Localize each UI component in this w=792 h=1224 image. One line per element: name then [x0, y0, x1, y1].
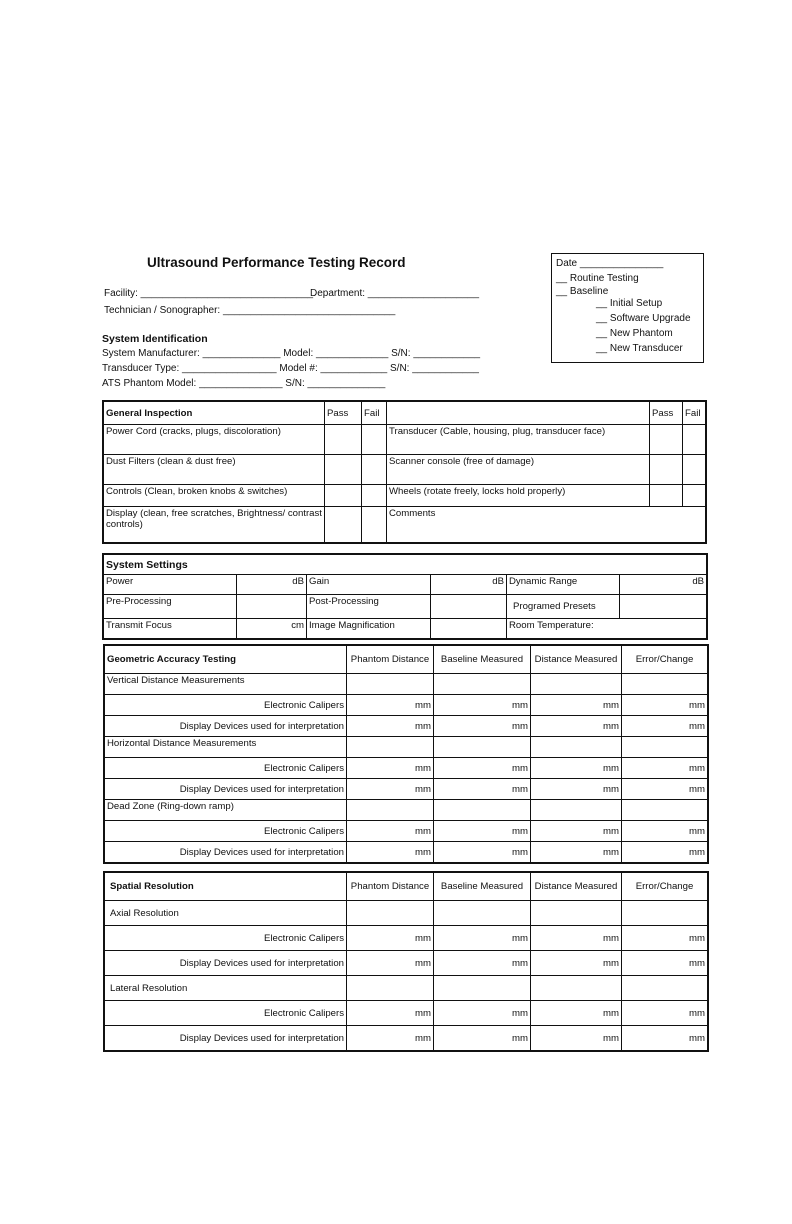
post-processing-label: Post-Processing [307, 595, 431, 619]
fail-cell[interactable] [362, 455, 387, 485]
inspection-item: Wheels (rotate freely, locks hold properly) [387, 485, 650, 507]
pre-processing-value[interactable] [237, 595, 307, 619]
inspection-item: Transducer (Cable, housing, plug, transducer face) [387, 425, 650, 455]
table-row [105, 779, 708, 800]
table-row [105, 873, 708, 901]
inspection-item: Display (clean, free scratches, Brightness/ contrast controls) [104, 507, 325, 543]
display-devices-label: Display Devices used for interpretation [105, 842, 347, 863]
baseline-measured-header: Baseline Measured [434, 646, 531, 674]
dynamic-range-value[interactable]: dB [620, 575, 707, 595]
value-cell[interactable]: mm [531, 758, 622, 779]
system-settings-table [103, 554, 707, 639]
fail-cell[interactable] [683, 425, 706, 455]
value-cell[interactable]: mm [622, 821, 708, 842]
value-cell[interactable]: mm [434, 695, 531, 716]
comments-field[interactable]: Comments [387, 507, 706, 543]
power-value[interactable]: dB [237, 575, 307, 595]
value-cell[interactable]: mm [531, 1026, 622, 1051]
table-row [105, 716, 708, 737]
value-cell[interactable]: mm [531, 926, 622, 951]
dynamic-range-label: Dynamic Range [507, 575, 620, 595]
phantom-distance-header: Phantom Distance [347, 646, 434, 674]
inspection-item: Power Cord (cracks, plugs, discoloration) [104, 425, 325, 455]
table-row [105, 758, 708, 779]
value-cell[interactable]: mm [347, 758, 434, 779]
system-id-line-3[interactable]: ATS Phantom Model: _______________ S/N: ______________ [102, 378, 386, 389]
calipers-label: Electronic Calipers [105, 695, 347, 716]
value-cell[interactable]: mm [622, 1001, 708, 1026]
transmit-focus-label: Transmit Focus [104, 619, 237, 639]
presets-label: Programed Presets [507, 595, 620, 619]
table-row [104, 425, 706, 455]
value-cell[interactable]: mm [434, 779, 531, 800]
table-row [105, 737, 708, 758]
system-id-line-2[interactable]: Transducer Type: _________________ Model #: ____________ S/N: ____________ [102, 363, 479, 374]
date-field[interactable]: Date _______________ [556, 258, 664, 269]
table-row [105, 821, 708, 842]
inspection-item: Controls (Clean, broken knobs & switches) [104, 485, 325, 507]
transmit-focus-value[interactable]: cm [237, 619, 307, 639]
value-cell[interactable]: mm [531, 821, 622, 842]
pass-cell[interactable] [325, 455, 362, 485]
display-devices-label: Display Devices used for interpretation [105, 716, 347, 737]
vertical-distance-label: Vertical Distance Measurements [105, 674, 347, 695]
value-cell[interactable]: mm [531, 716, 622, 737]
value-cell[interactable]: mm [622, 716, 708, 737]
pass-cell[interactable] [650, 485, 683, 507]
pass-header: Pass [650, 402, 683, 425]
value-cell[interactable]: mm [622, 842, 708, 863]
value-cell[interactable]: mm [622, 779, 708, 800]
table-row [105, 951, 708, 976]
baseline-measured-header: Baseline Measured [434, 873, 531, 901]
value-cell[interactable]: mm [347, 926, 434, 951]
value-cell[interactable]: mm [434, 926, 531, 951]
fail-header: Fail [362, 402, 387, 425]
calipers-label: Electronic Calipers [105, 758, 347, 779]
room-temperature-field[interactable]: Room Temperature: [507, 619, 707, 639]
value-cell[interactable]: mm [434, 758, 531, 779]
image-magnification-value[interactable] [431, 619, 507, 639]
value-cell[interactable]: mm [434, 716, 531, 737]
value-cell[interactable]: mm [347, 821, 434, 842]
pass-cell[interactable] [325, 485, 362, 507]
distance-measured-header: Distance Measured [531, 873, 622, 901]
table-row [104, 619, 707, 639]
display-devices-label: Display Devices used for interpretation [105, 1026, 347, 1051]
system-identification-heading: System Identification [102, 333, 208, 345]
phantom-distance-header: Phantom Distance [347, 873, 434, 901]
software-upgrade-option[interactable]: __ Software Upgrade [596, 313, 691, 324]
table-row [104, 402, 706, 425]
fail-cell[interactable] [362, 507, 387, 543]
table-row [105, 976, 708, 1001]
pass-cell[interactable] [650, 425, 683, 455]
gain-label: Gain [307, 575, 431, 595]
geometric-accuracy-table [104, 645, 708, 863]
new-phantom-option[interactable]: __ New Phantom [596, 328, 673, 339]
table-row [104, 507, 706, 543]
general-inspection-heading: General Inspection [104, 402, 325, 425]
new-transducer-option[interactable]: __ New Transducer [596, 343, 683, 354]
general-inspection-table [103, 401, 706, 543]
value-cell[interactable]: mm [622, 951, 708, 976]
pass-cell[interactable] [325, 425, 362, 455]
value-cell[interactable]: mm [347, 1001, 434, 1026]
fail-cell[interactable] [683, 455, 706, 485]
table-row [104, 455, 706, 485]
initial-setup-option[interactable]: __ Initial Setup [596, 298, 663, 309]
image-magnification-label: Image Magnification [307, 619, 431, 639]
inspection-item: Scanner console (free of damage) [387, 455, 650, 485]
dead-zone-label: Dead Zone (Ring-down ramp) [105, 800, 347, 821]
table-row [104, 595, 707, 619]
lateral-resolution-label: Lateral Resolution [105, 976, 347, 1001]
value-cell[interactable]: mm [622, 758, 708, 779]
value-cell[interactable]: mm [622, 926, 708, 951]
calipers-label: Electronic Calipers [105, 926, 347, 951]
system-settings-heading: System Settings [104, 555, 707, 575]
value-cell[interactable]: mm [622, 1026, 708, 1051]
distance-measured-header: Distance Measured [531, 646, 622, 674]
page-title: Ultrasound Performance Testing Record [147, 255, 406, 270]
table-row [105, 674, 708, 695]
table-row [105, 926, 708, 951]
table-row [104, 555, 707, 575]
table-row [105, 695, 708, 716]
value-cell[interactable]: mm [347, 695, 434, 716]
table-row [104, 575, 707, 595]
baseline-option[interactable]: __ Baseline [556, 286, 609, 297]
fail-cell[interactable] [362, 425, 387, 455]
display-devices-label: Display Devices used for interpretation [105, 779, 347, 800]
table-row [105, 1001, 708, 1026]
value-cell[interactable]: mm [347, 779, 434, 800]
technician-field[interactable]: Technician / Sonographer: _______________________________ [104, 305, 396, 316]
spatial-resolution-table [104, 872, 708, 1051]
fail-cell[interactable] [683, 485, 706, 507]
value-cell[interactable]: mm [347, 716, 434, 737]
value-cell[interactable]: mm [434, 842, 531, 863]
display-devices-label: Display Devices used for interpretation [105, 951, 347, 976]
table-row [104, 485, 706, 507]
value-cell[interactable]: mm [347, 842, 434, 863]
value-cell[interactable]: mm [622, 695, 708, 716]
pass-header: Pass [325, 402, 362, 425]
value-cell[interactable]: mm [531, 779, 622, 800]
pre-processing-label: Pre-Processing [104, 595, 237, 619]
power-label: Power [104, 575, 237, 595]
pass-cell[interactable] [650, 455, 683, 485]
value-cell[interactable]: mm [434, 821, 531, 842]
value-cell[interactable]: mm [347, 951, 434, 976]
spatial-resolution-heading: Spatial Resolution [105, 873, 347, 901]
routine-testing-option[interactable]: __ Routine Testing [556, 273, 639, 284]
fail-header: Fail [683, 402, 706, 425]
value-cell[interactable]: mm [531, 951, 622, 976]
value-cell[interactable]: mm [347, 1026, 434, 1051]
calipers-label: Electronic Calipers [105, 821, 347, 842]
fail-cell[interactable] [362, 485, 387, 507]
value-cell[interactable]: mm [531, 695, 622, 716]
error-change-header: Error/Change [622, 873, 708, 901]
value-cell[interactable]: mm [434, 1026, 531, 1051]
value-cell[interactable]: mm [434, 1001, 531, 1026]
department-field[interactable]: Department: ____________________ [310, 288, 480, 299]
facility-field[interactable]: Facility: _______________________________ [104, 288, 314, 299]
axial-resolution-label: Axial Resolution [105, 901, 347, 926]
inspection-item: Dust Filters (clean & dust free) [104, 455, 325, 485]
value-cell[interactable]: mm [531, 842, 622, 863]
gain-value[interactable]: dB [431, 575, 507, 595]
table-row [105, 901, 708, 926]
post-processing-value[interactable] [431, 595, 507, 619]
value-cell[interactable]: mm [531, 1001, 622, 1026]
table-row [105, 1026, 708, 1051]
blank-header [387, 402, 650, 425]
table-row [105, 800, 708, 821]
geometric-accuracy-heading: Geometric Accuracy Testing [105, 646, 347, 674]
table-row [105, 842, 708, 863]
presets-value[interactable] [620, 595, 707, 619]
system-id-line-1[interactable]: System Manufacturer: ______________ Model: _____________ S/N: ____________ [102, 348, 481, 359]
pass-cell[interactable] [325, 507, 362, 543]
date-box [551, 253, 704, 363]
horizontal-distance-label: Horizontal Distance Measurements [105, 737, 347, 758]
error-change-header: Error/Change [622, 646, 708, 674]
calipers-label: Electronic Calipers [105, 1001, 347, 1026]
value-cell[interactable]: mm [434, 951, 531, 976]
table-row [105, 646, 708, 674]
